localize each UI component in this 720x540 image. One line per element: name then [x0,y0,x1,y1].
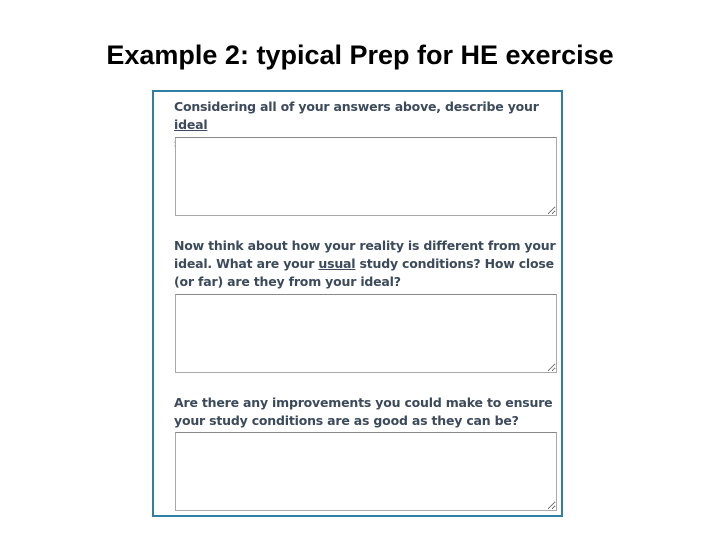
question-1-answer-textarea[interactable] [175,137,557,216]
question-2-label [174,237,559,291]
question-2-text: Now think about how your reality is different from your ideal. What are your [174,238,556,271]
slide-title: Example 2: typical Prep for HE exercise [106,40,614,70]
question-1-emphasis: ideal [174,117,208,132]
question-2-emphasis: usual [318,256,356,271]
question-3-text: Are there any improvements you could make to ensure your study conditions are as good as they can be? [174,395,553,428]
question-2-answer-textarea[interactable] [175,294,557,373]
question-2-text-after: study conditions? How close (or far) are they from your ideal? [174,256,554,289]
question-3-label [174,394,559,430]
question-1-text: Considering all of your answers above, describe your [174,99,539,114]
question-3-answer-textarea[interactable] [175,432,557,511]
question-form-panel [152,90,563,517]
